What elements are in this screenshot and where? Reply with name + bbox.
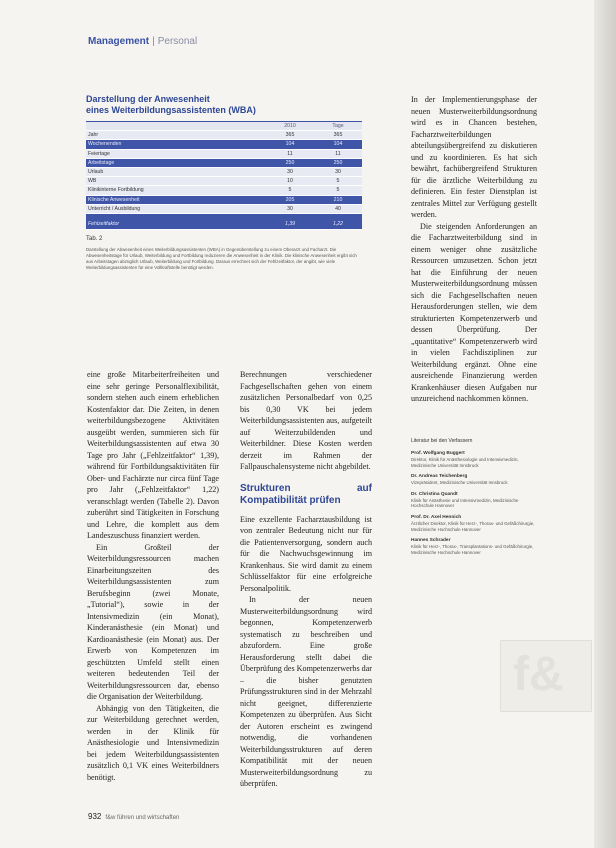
table-row-label: Jahr <box>88 132 99 139</box>
author-name: Hannes Schrader <box>411 538 451 544</box>
table-cell-value: 1,22 <box>332 220 344 227</box>
table-title <box>86 94 362 116</box>
body-paragraph: eine große Mitarbeiterfreiheiten und eine sehr geringe Personalflexibilität, sondern stehen auch einem erheblichen Kostenfaktor dar. Die Zeiten, in denen weiterbildungsbezogene Aktivitäten ausgeübt werden, summieren sich für Weiterbildungsassistenten auf etwa 30 Tage pro Jahr („Fehlzeitfaktor“ 1,39), während für Fortbildungsaktivitäten für Ober- und Fachärzte nur circa fünf Tage pro Jahr („Fehlzeitfaktor“ 1,22) veranschlagt werden (Tabelle 2). Davon zuberührt sind Tätigkeiten in Forschung und Lehre, die komplett aus dem Landeszuschuss finanziert werden. <box>87 370 219 540</box>
section-subheading: Strukturen auf Kompatibilität prüfen <box>240 482 372 506</box>
table-cell-value: 104 <box>285 141 295 148</box>
table-row-label: Urlaub <box>88 169 104 176</box>
body-column-right <box>411 94 537 405</box>
table-cell-value: 10 <box>287 178 293 185</box>
body-paragraph: Die steigenden Anforderungen an die Facharztweiterbildung sind in einem weniger ohne zusätzliche Ressourcen umzusetzen. Schon jetzt hat die Einführung der neuen Musterweiterbildungsordnung müssen sich die Fachgesellschaften neuen Herausforderungen stellen, wie dem strukturierten Kompetenzerwerb und dessen Überprüfung. Der „quantitative“ Kompetenzerwerb wird in vielen Fachdisziplinen zur Weiterbildung ergänzt. Ohne eine ausreichende Finanzierung werden Krankenhäuser diesen Aufgaben nur unzureichend nachkommen können. <box>411 221 537 403</box>
author-affiliation: Vizepräsident, Medizinische Universität Innsbruck <box>411 480 508 486</box>
author-box <box>411 438 537 561</box>
table-col-header-1: 2010 <box>284 123 296 130</box>
author-entry <box>411 474 537 486</box>
table-row-label: Klinikinterne Fortbildung <box>88 187 144 194</box>
body-paragraph: Ein Großteil der Weiterbildungsressourcen machen Einarbeitungszeiten des Weiterbildungsassistenten zum Berufsbeginn (zwei Monate, „Tutorial“), sowie in der Intensivmedizin (ein Monat), Kinderanästhesie (ein Monat) und Kardioanästhesie (ein Monat) aus. Der Erwerb von Kompetenzen im geschützten Umfeld stellt einen weiteren bedeutenden Teil der Weiterbildungsressourcen dar, ebenso die Organisation der Weiterbildung. <box>87 542 219 701</box>
author-affiliation: Klinik für Anästhesie und Intensivmedizin, Medizinische Hochschule Hannover <box>411 497 519 509</box>
body-column-middle <box>240 369 372 790</box>
table-cell-value: 205 <box>285 196 295 203</box>
author-affiliation: Ärztlicher Direktor, Klinik für Herz-, Thorax- und Gefäßchirurgie, Medizinische Hochschule Hannover <box>411 520 535 532</box>
table-cell-value: 365 <box>333 132 343 139</box>
attendance-table <box>86 121 362 230</box>
author-entry <box>411 492 537 509</box>
table-row-label: Fehlzeitfaktor <box>88 220 120 227</box>
table-row <box>86 150 362 159</box>
table-cell-value: 5 <box>336 178 340 185</box>
body-paragraph: Abhängig von den Tätigkeiten, die zur Weiterbildung gerechnet werden, werden in der Klinik für Anästhesiologie und Intensivmedizin bei jedem Weiterbildungsassistenten zusätzlich 0,1 VK eines Weiterbildners benötigt. <box>87 703 219 782</box>
body-paragraph: In der Implementierungsphase der neuen Musterweiterbildungsordnung wird es in Chancen bestehen, Facharztweiterbildungen abteilungsübergreifend zu diskutieren und zu koordinieren. Es hat sich bewährt, fachübergreifend Strukturen für die ärztliche Weiterbildung zu definieren. Ein fester Dienstplan ist zentrales Mittel zur Verfügung gestellt werden. <box>411 95 537 219</box>
faded-logo-watermark: f& <box>500 640 592 712</box>
author-entry <box>411 451 537 468</box>
table-cell-value: 104 <box>333 141 343 148</box>
author-entry <box>411 538 537 555</box>
author-name: Prof. Wolfgang Buggert <box>411 451 465 456</box>
table-row-label: Feiertage <box>88 150 110 157</box>
table-header-row <box>86 122 362 131</box>
page-gutter-shadow <box>594 0 616 848</box>
table-cell-value: 365 <box>285 132 295 139</box>
table-row <box>86 177 362 186</box>
table-row <box>86 186 362 195</box>
table-cell-value: 30 <box>287 205 293 212</box>
table-cell-value: 30 <box>287 169 293 176</box>
table-row-label: Unterricht / Ausbildung <box>88 205 141 212</box>
author-name: Prof. Dr. Axel Hennich <box>411 514 462 520</box>
table-row <box>86 219 362 230</box>
body-paragraph: Berechnungen verschiedener Fachgesellschaften gehen von einem zusätzlichen Personalbedarf von 0,25 bis 0,30 VK bei jedem Weiterbildungsassistenten aus, aufgeteilt auf Weiterzubildenden und Weiterbildner. Diese Kosten werden derzeit im Rahmen der Fallpauschalensysteme nicht abgebildet. <box>240 370 372 471</box>
table-title-line-1: Darstellung der Anwesenheit <box>86 94 210 104</box>
subsection-label: Personal <box>157 36 198 47</box>
table-cell-value: 250 <box>285 159 295 166</box>
table-row <box>86 159 362 168</box>
table-row-label: Klinische Anwesenheit <box>88 196 140 203</box>
table-cell-value: 5 <box>336 187 340 194</box>
table-caption-text: Darstellung der Abwesenheit eines Weiterbildungsassistenten (WBA) in Gegenüberstellung zu einem Oberarzt und Facharzt. Die Abwesenheitstage für Urlaub, Weiterbildung und Fortbildung reduzieren die Anwesenheit in der Klinik. Die klinische Anwesenheit ergibt sich aus Arbeitstagen abzüglich Urlaub, Weiterbildung und Fortbildung. Daraus errechnet sich der Fehlzeitfaktor, der angibt, wie viele Weiterbildungsassistenten für eine Vollkraftstelle benötigt werden. <box>86 246 357 271</box>
journal-name: f&w führen und wirtschaften <box>105 815 180 821</box>
table-cell-value: 210 <box>333 196 343 203</box>
table-cell-value: 11 <box>287 150 293 157</box>
page-footer <box>88 812 179 821</box>
table-col-header-2: Tage <box>332 123 344 130</box>
table-row-label: Arbeitstage <box>88 159 115 166</box>
section-header <box>88 36 197 47</box>
author-name: Dr. Andreas Teichenberg <box>411 474 468 480</box>
table-cell-value: 30 <box>335 169 341 176</box>
table-row <box>86 168 362 177</box>
body-column-left <box>87 369 219 783</box>
table-row <box>86 140 362 149</box>
table-row-label: WB <box>88 178 97 185</box>
table-row <box>86 131 362 140</box>
table-caption-label: Tab. 2 <box>86 235 103 242</box>
attendance-table-block <box>86 94 362 272</box>
table-cell-value: 5 <box>288 187 292 194</box>
table-cell-value: 11 <box>335 150 341 157</box>
table-row-label: Wochenenden <box>88 141 122 148</box>
literature-note: Literatur bei den Verfassern <box>411 438 473 444</box>
section-label: Management <box>88 36 150 47</box>
table-cell-value: 40 <box>335 205 341 212</box>
page-number: 932 <box>88 812 102 821</box>
table-title-line-2: eines Weiterbildungsassistenten (WBA) <box>86 105 256 115</box>
author-affiliation: Direktor, Klinik für Anästhesiologie und Intensivmedizin, Medizinische Universität Innsbruck <box>411 457 519 468</box>
author-name: Dr. Christina Quandt <box>411 491 458 497</box>
author-affiliation: Klinik für Herz-, Thorax-, Transplantations- und Gefäßchirurgie, Medizinische Hochschule Hannover <box>411 544 534 555</box>
table-row <box>86 205 362 214</box>
table-cell-value: 250 <box>333 159 343 166</box>
table-cell-value: 1,39 <box>284 220 296 227</box>
table-row <box>86 196 362 205</box>
author-entry <box>411 515 537 532</box>
body-paragraph: Eine exzellente Facharztausbildung ist von zentraler Bedeutung nicht nur für die Patientenversorgung, sondern auch für die Nachwuchsgewinnung im Krankenhaus. Sie wird damit zu einem Schlüsselfaktor für eine erfolgreiche Personalpolitik. <box>240 514 372 593</box>
section-separator: | <box>152 36 155 47</box>
body-paragraph: In der neuen Musterweiterbildungsordnung wird begonnen, Kompetenzerwerb systematisch zu beschreiben und abzufordern. Eine große Herausforderung stellt dabei die Überprüfung des Kompetenzerwerbs dar – die bisher genutzten Prüfungsstrukturen sind in der Mehrzahl nicht geeignet, differenzierte Kompetenzen zu überprüfen. Aus Sicht der Autoren erscheint es zwingend notwendig, die vorhandenen Weiterbildungsstrukturen auf deren Kompatibilität mit der neuen Musterweiterbildungsordnung zu überprüfen. <box>240 595 372 788</box>
